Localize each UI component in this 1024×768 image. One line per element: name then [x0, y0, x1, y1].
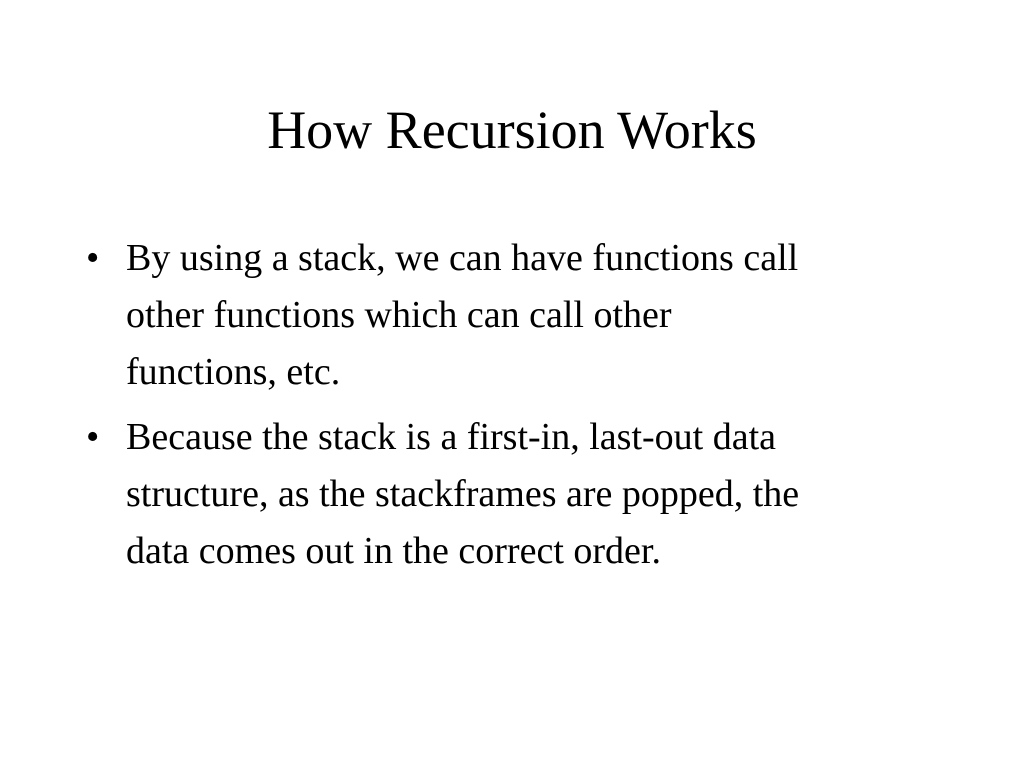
bullet-text-line: Because the stack is a first-in, last-out data	[126, 416, 777, 458]
bullet-text-line: functions, etc.	[126, 351, 341, 393]
bullet-item	[86, 409, 946, 580]
slide-title: How Recursion Works	[267, 100, 757, 160]
bullet-text-line: structure, as the stackframes are popped, the	[126, 473, 800, 515]
bullet-icon: •	[86, 416, 100, 458]
bullet-text-line: By using a stack, we can have functions call	[126, 237, 799, 279]
bullet-icon: •	[86, 237, 100, 279]
bullet-item	[86, 230, 946, 401]
bullet-text-line: other functions which can call other	[126, 294, 672, 336]
bullet-text-line: data comes out in the correct order.	[126, 530, 661, 572]
bullet-list	[86, 230, 946, 588]
